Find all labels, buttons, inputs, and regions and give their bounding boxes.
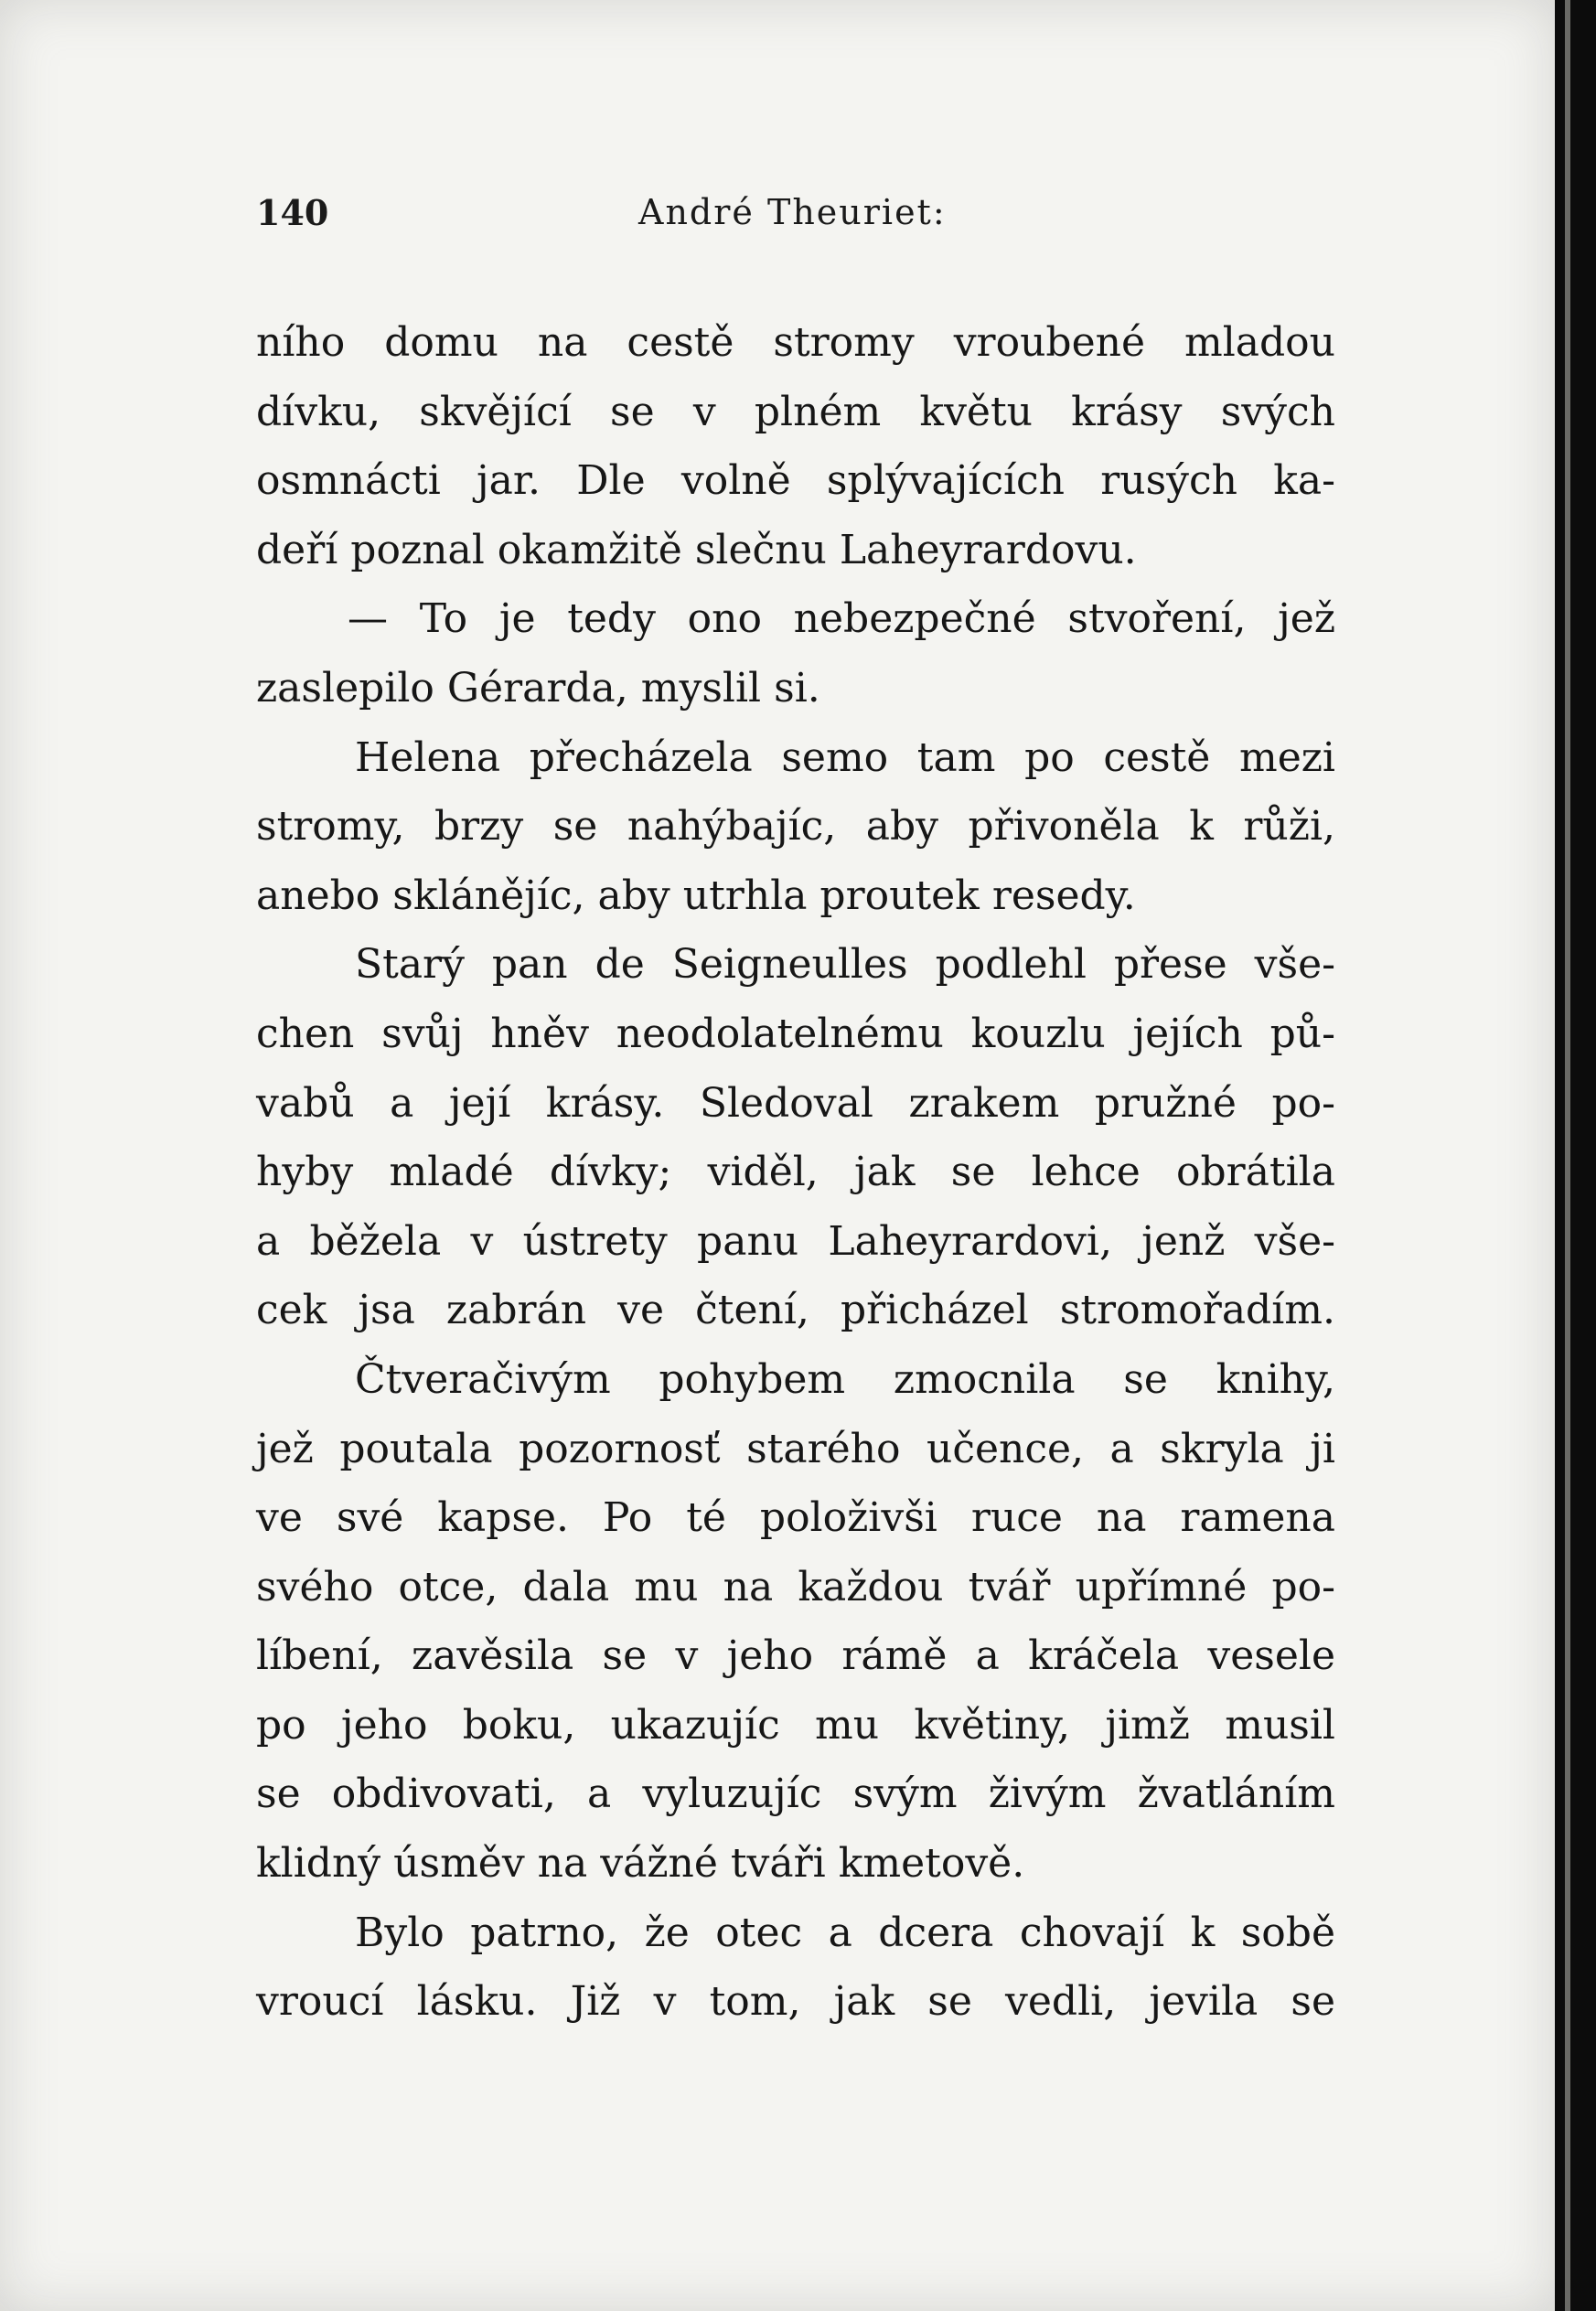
text-line: ního domu na cestě stromy vroubené mladou (256, 319, 1335, 366)
scan-edge (1555, 0, 1596, 2311)
text-line: a běžela v ústrety panu Laheyrardovi, jenž vše- (256, 1217, 1335, 1265)
text-line: Helena přecházela semo tam po cestě mezi (355, 733, 1335, 781)
text-line: Čtveračivým pohybem zmocnila se knihy, (355, 1355, 1335, 1403)
text-line: vroucí lásku. Již v tom, jak se vedli, jevila se (256, 1978, 1335, 2026)
text-line: osmnácti jar. Dle volně splývajících rusých ka- (256, 457, 1335, 505)
text-line: po jeho boku, ukazujíc mu květiny, jimž musil (256, 1701, 1335, 1749)
text-line: dívku, skvějící se v plném květu krásy svých (256, 388, 1335, 435)
text-line: zaslepilo Gérarda, myslil si. (256, 664, 820, 711)
scan-edge-gap (1565, 0, 1570, 2311)
text-line: Starý pan de Seigneulles podlehl přese vše- (355, 941, 1335, 989)
text-line: chen svůj hněv neodolatelnému kouzlu jejích pů- (256, 1010, 1335, 1057)
text-line: se obdivovati, a vyluzujíc svým živým žvatláním (256, 1771, 1335, 1818)
page-number: 140 (256, 192, 329, 233)
text-line: — To je tedy ono nebezpečné stvoření, jež (348, 595, 1335, 643)
text-line: anebo skláněјíc, aby utrhla proutek resedy. (256, 872, 1136, 919)
body-text (256, 308, 1335, 2037)
page-header (256, 192, 1335, 247)
text-line: klidný úsměv na vážné tváři kmetově. (256, 1840, 1025, 1888)
text-line: vabů a její krásy. Sledoval zrakem pružné po- (256, 1079, 1335, 1127)
text-line: jež poutala pozornosť starého učence, a skryla ji (256, 1425, 1335, 1472)
text-line: stromy, brzy se nahýbajíc, aby přivoněla k růži, (256, 803, 1335, 851)
text-line: hyby mladé dívky; viděl, jak se lehce obrátila (256, 1149, 1335, 1196)
text-line: ve své kapse. Po té položivši ruce na ramena (256, 1494, 1335, 1542)
text-line: svého otce, dala mu na každou tvář upřímné po- (256, 1563, 1335, 1610)
text-line: deří poznal okamžitě slečnu Laheyrardovu. (256, 526, 1137, 573)
text-line: Bylo patrno, že otec a dcera chovají k sobě (355, 1909, 1335, 1956)
text-line: cek jsa zabrán ve čtení, přicházel stromořadím. (256, 1287, 1335, 1334)
running-head: André Theuriet: (638, 192, 947, 232)
text-line: líbení, zavěsila se v jeho rámě a kráčela vesele (256, 1632, 1335, 1680)
